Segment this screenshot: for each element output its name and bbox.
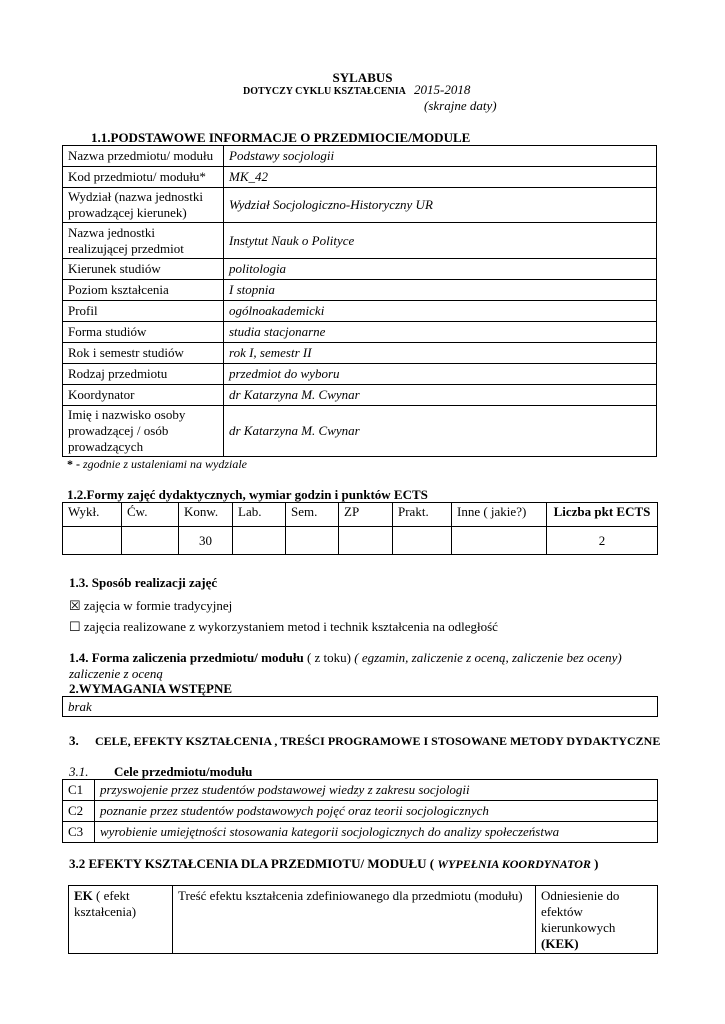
basic-info-table — [62, 145, 657, 457]
section-1-3-heading: 1.3. Sposób realizacji zajęć — [69, 575, 218, 590]
ects-column-header: ZP — [339, 503, 393, 527]
info-label: Kierunek studiów — [63, 259, 224, 280]
cycle-label-text: DOTYCZY CYKLU KSZTAŁCENIA — [243, 86, 406, 97]
ects-value-cell — [63, 527, 122, 555]
assessment-value: zaliczenie z oceną — [69, 666, 163, 681]
info-value: Wydział Socjologiczno-Historyczny UR — [224, 188, 657, 223]
objectives-table — [62, 779, 658, 843]
info-label: Profil — [63, 301, 224, 322]
info-value: ogólnoakademicki — [224, 301, 657, 322]
checkbox-unchecked-icon[interactable]: ☐ — [69, 619, 81, 634]
checkbox-checked-icon[interactable]: ☒ — [69, 598, 81, 613]
info-value: rok I, semestr II — [224, 343, 657, 364]
objective-code: C2 — [63, 801, 95, 822]
ects-column-header: Prakt. — [393, 503, 452, 527]
objective-text: poznanie przez studentów podstawowych pojęć oraz teorii socjologicznych — [95, 801, 658, 822]
section-3-2-heading-line — [69, 856, 598, 872]
section-3-2-heading: 3.2 EFEKTY KSZTAŁCENIA DLA PRZEDMIOTU/ MODUŁU — [69, 856, 427, 871]
objective-text: przyswojenie przez studentów podstawowej wiedzy z zakresu socjologii — [95, 780, 658, 801]
info-row — [63, 385, 657, 406]
info-label: Rodzaj przedmiotu — [63, 364, 224, 385]
section-3-2-note: WYPEŁNIA KOORDYNATOR — [437, 857, 591, 871]
note-close-paren: ) — [594, 856, 599, 871]
cycle-years: 2015-2018 — [414, 82, 471, 97]
reference-text: Odniesienie do efektów kierunkowych — [541, 888, 620, 935]
footnote-star: * - — [67, 457, 80, 471]
ects-value-cell — [452, 527, 547, 555]
info-value: I stopnia — [224, 280, 657, 301]
info-row — [63, 364, 657, 385]
option-label: zajęcia w formie tradycyjnej — [83, 598, 233, 613]
ek-description: ( efekt kształcenia) — [74, 888, 137, 919]
section-3-number: 3. — [69, 733, 79, 748]
ects-value-cell — [233, 527, 286, 555]
info-value: studia stacjonarne — [224, 322, 657, 343]
info-label: Koordynator — [63, 385, 224, 406]
info-label: Wydział (nazwa jednostki prowadzącej kierunek) — [63, 188, 224, 223]
ects-value-cell: 30 — [179, 527, 233, 555]
ects-table — [62, 502, 658, 555]
ects-value-cell — [122, 527, 179, 555]
info-value: politologia — [224, 259, 657, 280]
section-3-1-heading: Cele przedmiotu/modułu — [114, 764, 253, 779]
realization-option-traditional[interactable] — [69, 598, 232, 614]
info-value: MK_42 — [224, 167, 657, 188]
info-value: Instytut Nauk o Polityce — [224, 223, 657, 259]
objective-row — [63, 801, 658, 822]
ects-column-header: Inne ( jakie?) — [452, 503, 547, 527]
info-row — [63, 406, 657, 457]
info-row — [63, 301, 657, 322]
ects-column-header: Konw. — [179, 503, 233, 527]
section-1-1-heading: 1.1.PODSTAWOWE INFORMACJE O PRZEDMIOCIE/MODULE — [91, 130, 471, 145]
info-row — [63, 146, 657, 167]
info-label: Nazwa przedmiotu/ modułu — [63, 146, 224, 167]
info-row — [63, 188, 657, 223]
requirements-table — [62, 696, 658, 717]
info-label: Rok i semestr studiów — [63, 343, 224, 364]
objective-row — [63, 822, 658, 843]
document-title: SYLABUS — [332, 70, 393, 85]
footnote — [67, 457, 247, 472]
info-row — [63, 322, 657, 343]
outcome-content-header: Treść efektu kształcenia zdefiniowanego dla przedmiotu (modułu) — [173, 886, 536, 954]
assessment-mode: ( z toku) — [306, 650, 351, 665]
ects-column-header: Wykł. — [63, 503, 122, 527]
info-label: Nazwa jednostki realizującej przedmiot — [63, 223, 224, 259]
ects-column-header: Sem. — [286, 503, 339, 527]
info-label: Poziom kształcenia — [63, 280, 224, 301]
info-value: dr Katarzyna M. Cwynar — [224, 385, 657, 406]
cycle-note: (skrajne daty) — [424, 98, 497, 113]
info-label: Forma studiów — [63, 322, 224, 343]
objective-row — [63, 780, 658, 801]
requirements-value: brak — [63, 697, 658, 717]
note-open-paren: ( — [429, 856, 435, 871]
objective-code: C1 — [63, 780, 95, 801]
info-row — [63, 280, 657, 301]
ects-column-header: Lab. — [233, 503, 286, 527]
section-1-4-heading: 1.4. Forma zaliczenia przedmiotu/ modułu — [69, 650, 304, 665]
section-3-1-number: 3.1. — [69, 764, 89, 779]
info-label: Imię i nazwisko osoby prowadzącej / osób prowadzących — [63, 406, 224, 457]
outcome-code-header — [69, 886, 173, 954]
objective-code: C3 — [63, 822, 95, 843]
footnote-text: zgodnie z ustaleniami na wydziale — [83, 457, 247, 471]
objective-text: wyrobienie umiejętności stosowania kategorii socjologicznych do analizy społeczeństwa — [95, 822, 658, 843]
section-1-2-heading: 1.2.Formy zajęć dydaktycznych, wymiar godzin i punktów ECTS — [67, 487, 428, 502]
info-row — [63, 259, 657, 280]
outcome-reference-header — [536, 886, 658, 954]
cycle-label — [243, 86, 406, 97]
section-2-heading: 2.WYMAGANIA WSTĘPNE — [69, 681, 233, 696]
ects-value-cell — [393, 527, 452, 555]
assessment-options: ( egzamin, zaliczenie z oceną, zaliczenie bez oceny) — [354, 650, 622, 665]
section-3-heading: CELE, EFEKTY KSZTAŁCENIA , TREŚCI PROGRAMOWE I STOSOWANE METODY DYDAKTYCZNE — [95, 734, 661, 748]
info-row — [63, 343, 657, 364]
info-row — [63, 167, 657, 188]
ects-value-cell — [339, 527, 393, 555]
learning-outcomes-table — [68, 885, 658, 954]
option-label: zajęcia realizowane z wykorzystaniem metod i technik kształcenia na odległość — [83, 619, 498, 634]
info-row — [63, 223, 657, 259]
realization-option-remote[interactable] — [69, 619, 498, 635]
info-value: dr Katarzyna M. Cwynar — [224, 406, 657, 457]
kek-label: (KEK) — [541, 936, 579, 951]
section-1-4-line — [69, 650, 669, 666]
info-value: przedmiot do wyboru — [224, 364, 657, 385]
ek-label: EK — [74, 888, 93, 903]
ects-value-cell — [286, 527, 339, 555]
ects-value-cell: 2 — [547, 527, 658, 555]
info-value: Podstawy socjologii — [224, 146, 657, 167]
ects-column-header: Ćw. — [122, 503, 179, 527]
info-label: Kod przedmiotu/ modułu* — [63, 167, 224, 188]
ects-column-header: Liczba pkt ECTS — [547, 503, 658, 527]
